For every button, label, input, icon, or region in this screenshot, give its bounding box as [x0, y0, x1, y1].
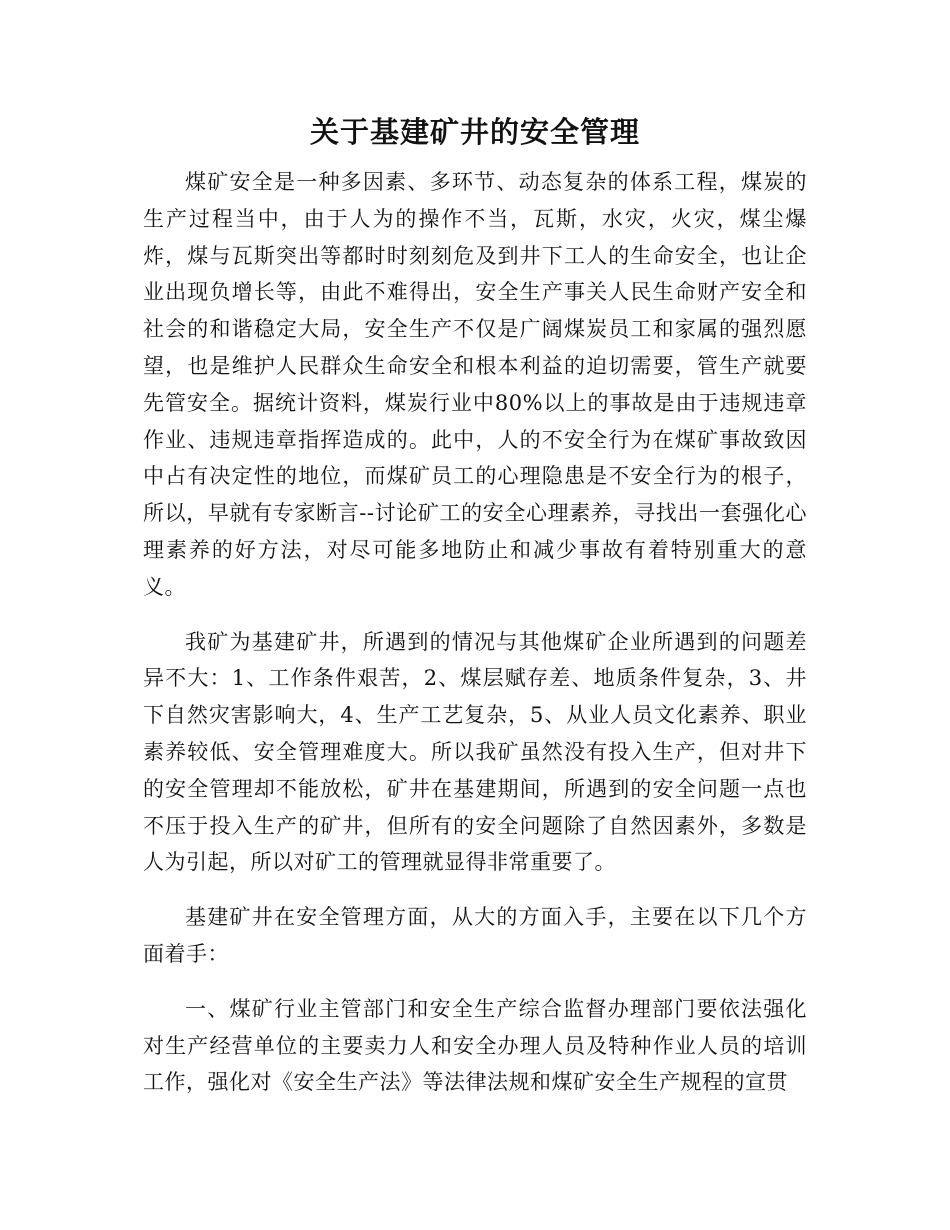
paragraph-1: 煤矿安全是一种多因素、多环节、动态复杂的体系工程，煤炭的生产过程当中，由于人为的操作不当，瓦斯，水灾，火灾，煤尘爆炸，煤与瓦斯突出等都时时刻刻危及到井下工人的生命安全，也让企业出现负增长等，由此不难得出，安全生产事关人民生命财产安全和社会的和谐稳定大局，安全生产不仅是广阔煤炭员工和家属的强烈愿望，也是维护人民群众生命安全和根本利益的迫切需要，管生产就要先管安全。据统计资料，煤炭行业中80%以上的事故是由于违规违章作业、违规违章指挥造成的。此中，人的不安全行为在煤矿事故致因中占有决定性的地位，而煤矿员工的心理隐患是不安全行为的根子，所以，早就有专家断言--讨论矿工的安全心理素养，寻找出一套强化心理素养的好方法，对尽可能多地防止和减少事故有着特别重大的意义。: [143, 170, 807, 599]
paragraph-4: 一、煤矿行业主管部门和安全生产综合监督办理部门要依法强化对生产经营单位的主要卖力人和安全办理人员及特种作业人员的培训工作，强化对《安全生产法》等法律法规和煤矿安全生产规程的宣贯: [143, 996, 807, 1095]
paragraph-2: 我矿为基建矿井，所遇到的情况与其他煤矿企业所遇到的问题差异不大：1、工作条件艰苦，2、煤层赋存差、地质条件复杂，3、井下自然灾害影响大，4、生产工艺复杂，5、从业人员文化素养、职业素养较低、安全管理难度大。所以我矿虽然没有投入生产，但对井下的安全管理却不能放松，矿井在基建期间，所遇到的安全问题一点也不压于投入生产的矿井，但所有的安全问题除了自然因素外，多数是人为引起，所以对矿工的管理就显得非常重要了。: [143, 629, 807, 875]
paragraph-3: 基建矿井在安全管理方面，从大的方面入手，主要在以下几个方面着手：: [143, 905, 807, 966]
document-body: [143, 164, 807, 1101]
document-title: 关于基建矿井的安全管理: [309, 115, 640, 149]
